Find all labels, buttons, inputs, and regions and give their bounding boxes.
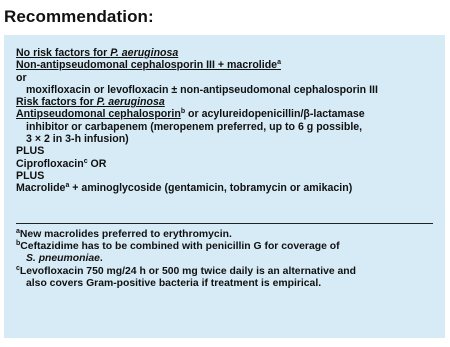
no-risk-header-text: No risk factors for P. aeruginosa: [16, 47, 179, 59]
footnote-a: [16, 229, 436, 241]
or-label: OR: [87, 157, 107, 170]
footnote-marker-a: a: [277, 59, 281, 67]
aminoglycoside-label: + aminoglycoside (gentamicin, tobramycin or amikacin): [69, 182, 353, 195]
recommendation-box: [4, 35, 445, 338]
regimen-line: [16, 59, 437, 71]
footnote-marker-c: c: [83, 157, 88, 165]
regimen-dosing: 3 × 2 in 3-h infusion): [26, 133, 129, 146]
antipseudomonal-cephalosporin: Antipseudomonal cephalosporin: [16, 108, 181, 121]
risk-header: [16, 96, 437, 108]
ciprofloxacin-label: Ciprofloxacin: [16, 157, 84, 170]
page-title: Recommendation:: [4, 7, 154, 26]
footnote-marker-b: b: [180, 108, 186, 116]
footnotes: [16, 229, 436, 290]
regimen-alternative: or acylureidopenicillin/β-lactamase: [185, 108, 365, 121]
divider: [16, 223, 433, 224]
regimen-ciprofloxacin: [16, 158, 437, 170]
pathogen-name: P. aeruginosa: [96, 96, 165, 109]
footnote-b-continuation: [16, 253, 436, 265]
pathogen-name: S. pneumoniae: [26, 253, 100, 265]
footnote-b-end: .: [99, 253, 103, 265]
footnote-a-marker: a: [16, 228, 20, 235]
footnote-c: [16, 266, 436, 278]
footnote-b: [16, 241, 436, 253]
regimen-moxifloxacin: moxifloxacin or levofloxacin ± non-antipseudomonal cephalosporin III: [26, 83, 378, 96]
footnote-c-continuation: also covers Gram-positive bacteria if treatment is empirical.: [26, 277, 322, 289]
regimen-nonantipseudomonal: Non-antipseudomonal cephalosporin III + macrolide$^a$: [16, 59, 281, 72]
footnote-marker-a: a: [65, 182, 70, 190]
footnote-c-marker: c: [16, 264, 20, 272]
risk-header-text: Risk factors for P. aeruginosa: [16, 96, 165, 109]
regimen-antipseudomonal: [16, 108, 437, 120]
footnote-b-marker: b: [16, 240, 21, 248]
macrolide-label: Macrolide: [16, 182, 66, 195]
footnote-a-text: New macrolides preferred to erythromycin.: [19, 229, 232, 240]
pathogen-name: P. aeruginosa: [110, 47, 179, 59]
no-risk-header: [16, 47, 437, 59]
footnote-b-text: Ceftazidime has to be combined with penicillin G for coverage of: [20, 241, 340, 253]
regimen-continuation: inhibitor or carbapenem (meropenem preferred, up to 6 g possible,: [26, 120, 363, 133]
plus-line: PLUS: [16, 145, 45, 158]
or-line: or: [16, 71, 27, 84]
plus-line: PLUS: [16, 169, 45, 182]
regimen-macrolide: [16, 182, 437, 194]
footnote-c-text: Levofloxacin 750 mg/24 h or 500 mg twice daily is an alternative and: [19, 265, 356, 277]
